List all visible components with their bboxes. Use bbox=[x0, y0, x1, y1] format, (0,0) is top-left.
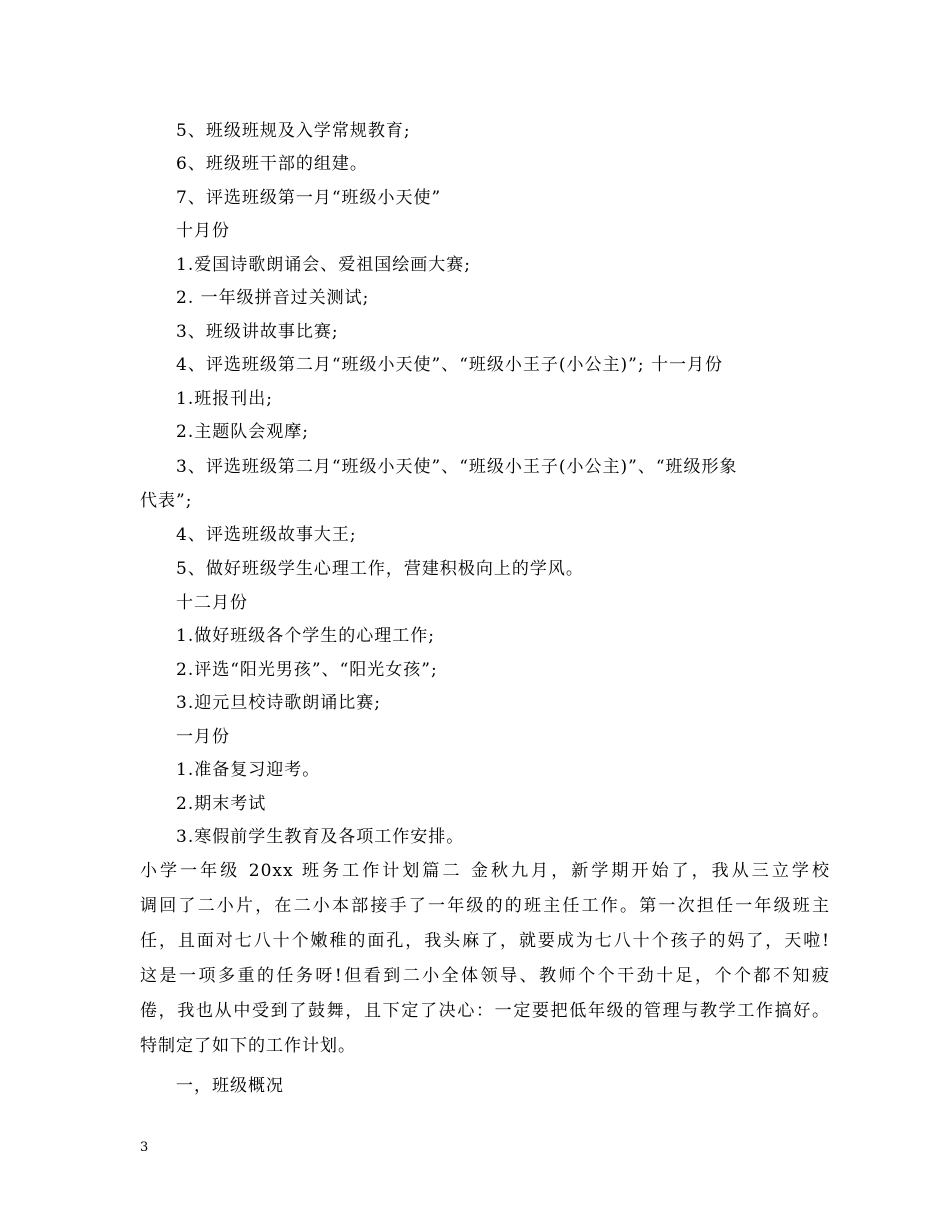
plan-line: 2.期末考试 bbox=[176, 794, 267, 814]
paragraph-line: 倦，我也从中受到了鼓舞，且下定了决心：一定要把低年级的管理与教学工作搞好。 bbox=[140, 1001, 830, 1021]
plan-line: 1.准备复习迎考。 bbox=[176, 760, 321, 780]
plan-line: 3.迎元旦校诗歌朗诵比赛; bbox=[176, 693, 381, 713]
plan-line: 6、班级班干部的组建。 bbox=[176, 154, 368, 174]
plan-line: 1.爱国诗歌朗诵会、爱祖国绘画大赛; bbox=[176, 255, 471, 275]
paragraph-line: 特制定了如下的工作计划。 bbox=[140, 1036, 356, 1056]
plan-line: 1.做好班级各个学生的心理工作; bbox=[176, 626, 435, 646]
plan-line-continued: 代表”; bbox=[140, 491, 193, 511]
month-heading: 一月份 bbox=[176, 727, 230, 747]
plan-line: 5、做好班级学生心理工作，营建积极向上的学风。 bbox=[176, 559, 584, 579]
plan-line: 3、班级讲故事比赛; bbox=[176, 322, 339, 342]
paragraph-line: 调回了二小片，在二小本部接手了一年级的的班主任工作。第一次担任一年级班主 bbox=[140, 896, 830, 916]
plan-line: 4、评选班级第二月“班级小天使”、“班级小王子(小公主)”; 十一月份 bbox=[176, 355, 723, 375]
plan-line: 7、评选班级第一月“班级小天使” bbox=[176, 188, 442, 208]
plan-line: 2. 一年级拼音过关测试; bbox=[176, 288, 370, 308]
plan-line: 3、评选班级第二月“班级小天使”、“班级小王子(小公主)”、“班级形象 bbox=[176, 457, 738, 477]
plan-line: 5、班级班规及入学常规教育; bbox=[176, 121, 411, 141]
plan-line: 2.主题队会观摩; bbox=[176, 422, 309, 442]
page-number: 3 bbox=[140, 1140, 149, 1155]
plan-line: 4、评选班级故事大王; bbox=[176, 525, 357, 545]
paragraph-line: 任，且面对七八十个嫩稚的面孔，我头麻了，就要成为七八十个孩子的妈了，天啦! bbox=[140, 931, 830, 951]
month-heading: 十二月份 bbox=[176, 593, 248, 613]
paragraph-line: 这是一项多重的任务呀!但看到二小全体领导、教师个个干劲十足，个个都不知疲 bbox=[140, 966, 830, 986]
plan-line: 1.班报刊出; bbox=[176, 389, 273, 409]
month-heading: 十月份 bbox=[176, 221, 230, 241]
section-heading: 一，班级概况 bbox=[176, 1076, 284, 1096]
plan-line: 3.寒假前学生教育及各项工作安排。 bbox=[176, 827, 465, 847]
plan-line: 2.评选“阳光男孩”、“阳光女孩”; bbox=[176, 660, 438, 680]
paragraph-line: 小学一年级 20xx 班务工作计划篇二 金秋九月，新学期开始了，我从三立学校 bbox=[140, 861, 830, 881]
